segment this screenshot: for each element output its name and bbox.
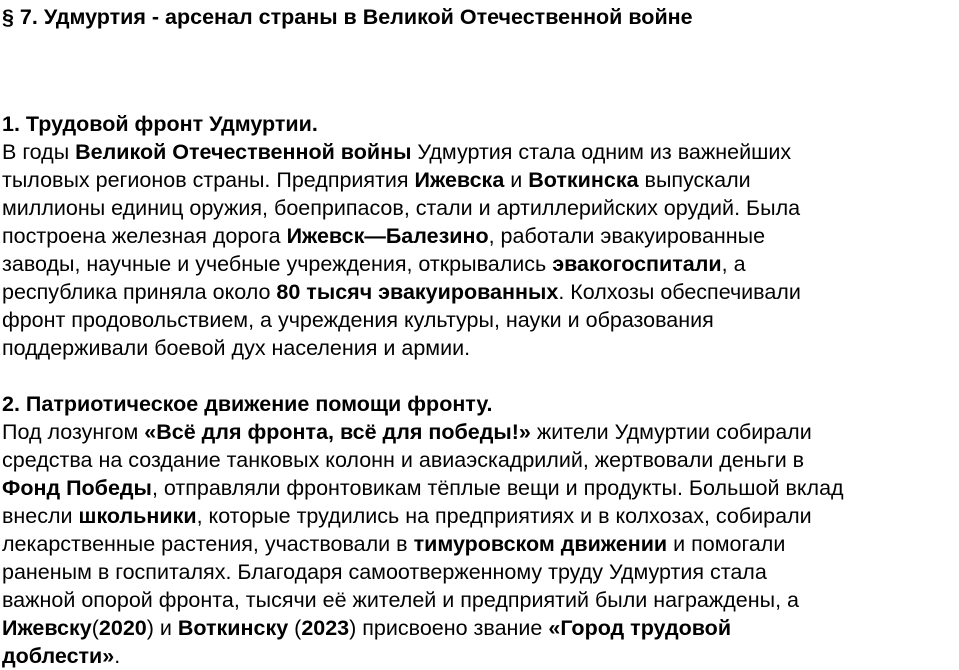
section-labor-front [2, 110, 959, 362]
text-line [2, 446, 959, 474]
bold-text: Воткинска [528, 168, 639, 192]
text-run: Под лозунгом [2, 420, 145, 444]
text-run: ( [91, 616, 99, 640]
text-line [2, 222, 959, 250]
text-line [2, 334, 959, 362]
text-run: важной опорой фронта, тысячи её жителей и предприятий были награждены, а [2, 588, 799, 612]
bold-text: доблести» [2, 644, 115, 668]
text-run: , а [721, 252, 746, 276]
text-line [2, 278, 959, 306]
bold-text: 2020 [98, 616, 147, 640]
text-run: раненым в госпиталях. Благодаря самоотверженному труду Удмуртия стала [2, 560, 767, 584]
section-paragraph [2, 138, 959, 362]
text-line [2, 194, 959, 222]
bold-text: Воткинску [177, 616, 289, 640]
text-run: ) присвоено звание [349, 616, 549, 640]
text-run: внесли [2, 504, 79, 528]
text-run: заводы, научные и учебные учреждения, открывались [2, 252, 553, 276]
text-run: республика приняла около [2, 280, 277, 304]
bold-text: Фонд Победы [2, 476, 152, 500]
text-run: . Колхозы обеспечивали [558, 280, 801, 304]
text-run: . [114, 644, 121, 668]
text-run: лекарственные растения, участвовали в [2, 532, 414, 556]
text-line [2, 530, 959, 558]
text-run: , работали эвакуированные [488, 224, 766, 248]
text-run: Удмуртия стала одним из важнейших [411, 140, 792, 164]
bold-text: 80 тысяч эвакуированных [276, 280, 559, 304]
text-line [2, 474, 959, 502]
text-run: построена железная дорога [2, 224, 287, 248]
bold-text: Ижевску [2, 616, 92, 640]
bold-text: эвакогоспитали [552, 252, 722, 276]
text-run: ) и [146, 616, 178, 640]
text-run: миллионы единиц оружия, боеприпасов, стали и артиллерийских орудий. Была [2, 196, 801, 220]
text-run: фронт продовольствием, а учреждения культуры, науки и образования [2, 308, 714, 332]
text-line [2, 250, 959, 278]
text-run: и [504, 168, 529, 192]
text-run: средства на создание танковых колонн и авиаэскадрилий, жертвовали деньги в [2, 448, 805, 472]
text-run: , которые трудились на предприятиях и в колхозах, собирали [196, 504, 812, 528]
text-line [2, 306, 959, 334]
section-title: 2. Патриотическое движение помощи фронту. [2, 392, 493, 416]
text-line [2, 166, 959, 194]
text-line [2, 614, 959, 642]
text-run: , отправляли фронтовикам тёплые вещи и продукты. Большой вклад [151, 476, 844, 500]
text-line [2, 586, 959, 614]
section-paragraph [2, 418, 959, 670]
bold-text: «Город трудовой [548, 616, 732, 640]
text-line [2, 418, 959, 446]
text-line [2, 642, 959, 670]
bold-text: тимуровском движении [413, 532, 668, 556]
text-run: поддерживали боевой дух населения и армии. [2, 336, 471, 360]
bold-text: «Всё для фронта, всё для победы!» [144, 420, 531, 444]
text-run: жители Удмуртии собирали [530, 420, 812, 444]
bold-text: Ижевска [414, 168, 505, 192]
text-line [2, 502, 959, 530]
text-run: В годы [2, 140, 76, 164]
text-run: ( [288, 616, 302, 640]
text-run: выпускали [638, 168, 751, 192]
bold-text: школьники [78, 504, 197, 528]
bold-text: Ижевск—Балезино [286, 224, 489, 248]
section-patriotic-movement [2, 390, 959, 670]
text-run: тыловых регионов страны. Предприятия [2, 168, 415, 192]
text-run: и помогали [667, 532, 786, 556]
bold-text: 2023 [301, 616, 350, 640]
page-title: § 7. Удмуртия - арсенал страны в Великой Отечественной войне [2, 5, 693, 29]
text-line [2, 138, 959, 166]
section-title: 1. Трудовой фронт Удмуртии. [2, 112, 318, 136]
text-line [2, 558, 959, 586]
bold-text: Великой Отечественной войны [75, 140, 412, 164]
